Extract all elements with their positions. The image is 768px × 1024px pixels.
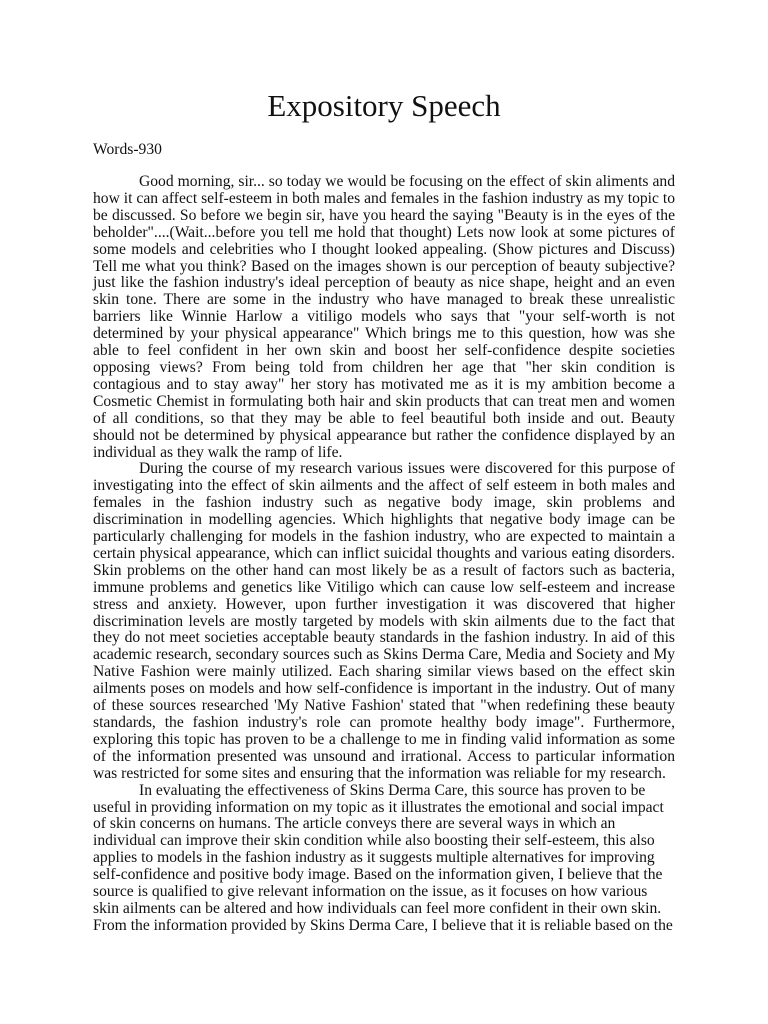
paragraph-evaluation: In evaluating the effectiveness of Skins Derma Care, this source has proven to be useful in providing information on my topic as it illustrates the emotional and social impact of skin concerns on humans. The article conveys there are several ways in which an individual can improve their skin condition while also boosting their self-esteem, this also applies to models in the fashion industry as it suggests multiple alternatives for improving self-confidence and positive body image. Based on the information given, I believe that the source is qualified to give relevant information on the issue, as it focuses on how various skin ailments can be altered and how individuals can feel more confident in their own skin. From the information provided by Skins Derma Care, I believe that it is reliable based on the — [93, 781, 673, 934]
document-body — [93, 174, 675, 935]
word-count: Words-930 — [93, 141, 162, 158]
document-title: Expository Speech — [267, 88, 501, 123]
paragraph-intro: Good morning, sir... so today we would be focusing on the effect of skin aliments and how it can affect self-esteem in both males and females in the fashion industry as my topic to be discussed. So before we begin sir, have you heard the saying "Beauty is in the eyes of the beholder"....(Wait...before you tell me hold that thought) Lets now look at some pictures of some models and celebrities who I thought looked appealing. (Show pictures and Discuss) Tell me what you think? Based on the images shown is our perception of beauty subjective? just like the fashion industry's ideal perception of beauty as nice shape, height and an even skin tone. There are some in the industry who have managed to break these unrealistic barriers like Winnie Harlow a vitiligo models who says that "your self-worth is not determined by your physical appearance" Which brings me to this question, how was she able to feel confident in her own skin and boost her self-confidence despite societies opposing views? From being told from children her age that "her skin condition is contagious and to stay away" her story has motivated me as it is my ambition become a Cosmetic Chemist in formulating both hair and skin products that can treat men and women of all conditions, so that they may be able to feel beautiful both inside and out. Beauty should not be determined by physical appearance but rather the confidence displayed by an individual as they walk the ramp of life. — [93, 173, 675, 461]
paragraph-research: During the course of my research various issues were discovered for this purpose of investigating into the effect of skin ailments and the affect of self esteem in both males and females in the fashion industry such as negative body image, skin problems and discrimination in modelling agencies. Which highlights that negative body image can be particularly challenging for models in the fashion industry, who are expected to maintain a certain physical appearance, which can inflict suicidal thoughts and various eating disorders. Skin problems on the other hand can most likely be as a result of factors such as bacteria, immune problems and genetics like Vitiligo which can cause low self-esteem and increase stress and anxiety. However, upon further investigation it was discovered that higher discrimination levels are mostly targeted by models with skin ailments due to the fact that they do not meet societies acceptable beauty standards in the fashion industry. In aid of this academic research, secondary sources such as Skins Derma Care, Media and Society and My Native Fashion were mainly utilized. Each sharing similar views based on the effect skin ailments poses on models and how self-confidence is important in the industry. Out of many of these sources researched 'My Native Fashion' stated that "when redefining these beauty standards, the fashion industry's role can promote healthy body image". Furthermore, exploring this topic has proven to be a challenge to me in finding valid information as some of the information presented was unsound and irrational. Access to particular information was restricted for some sites and ensuring that the information was reliable for my research. — [93, 460, 675, 782]
